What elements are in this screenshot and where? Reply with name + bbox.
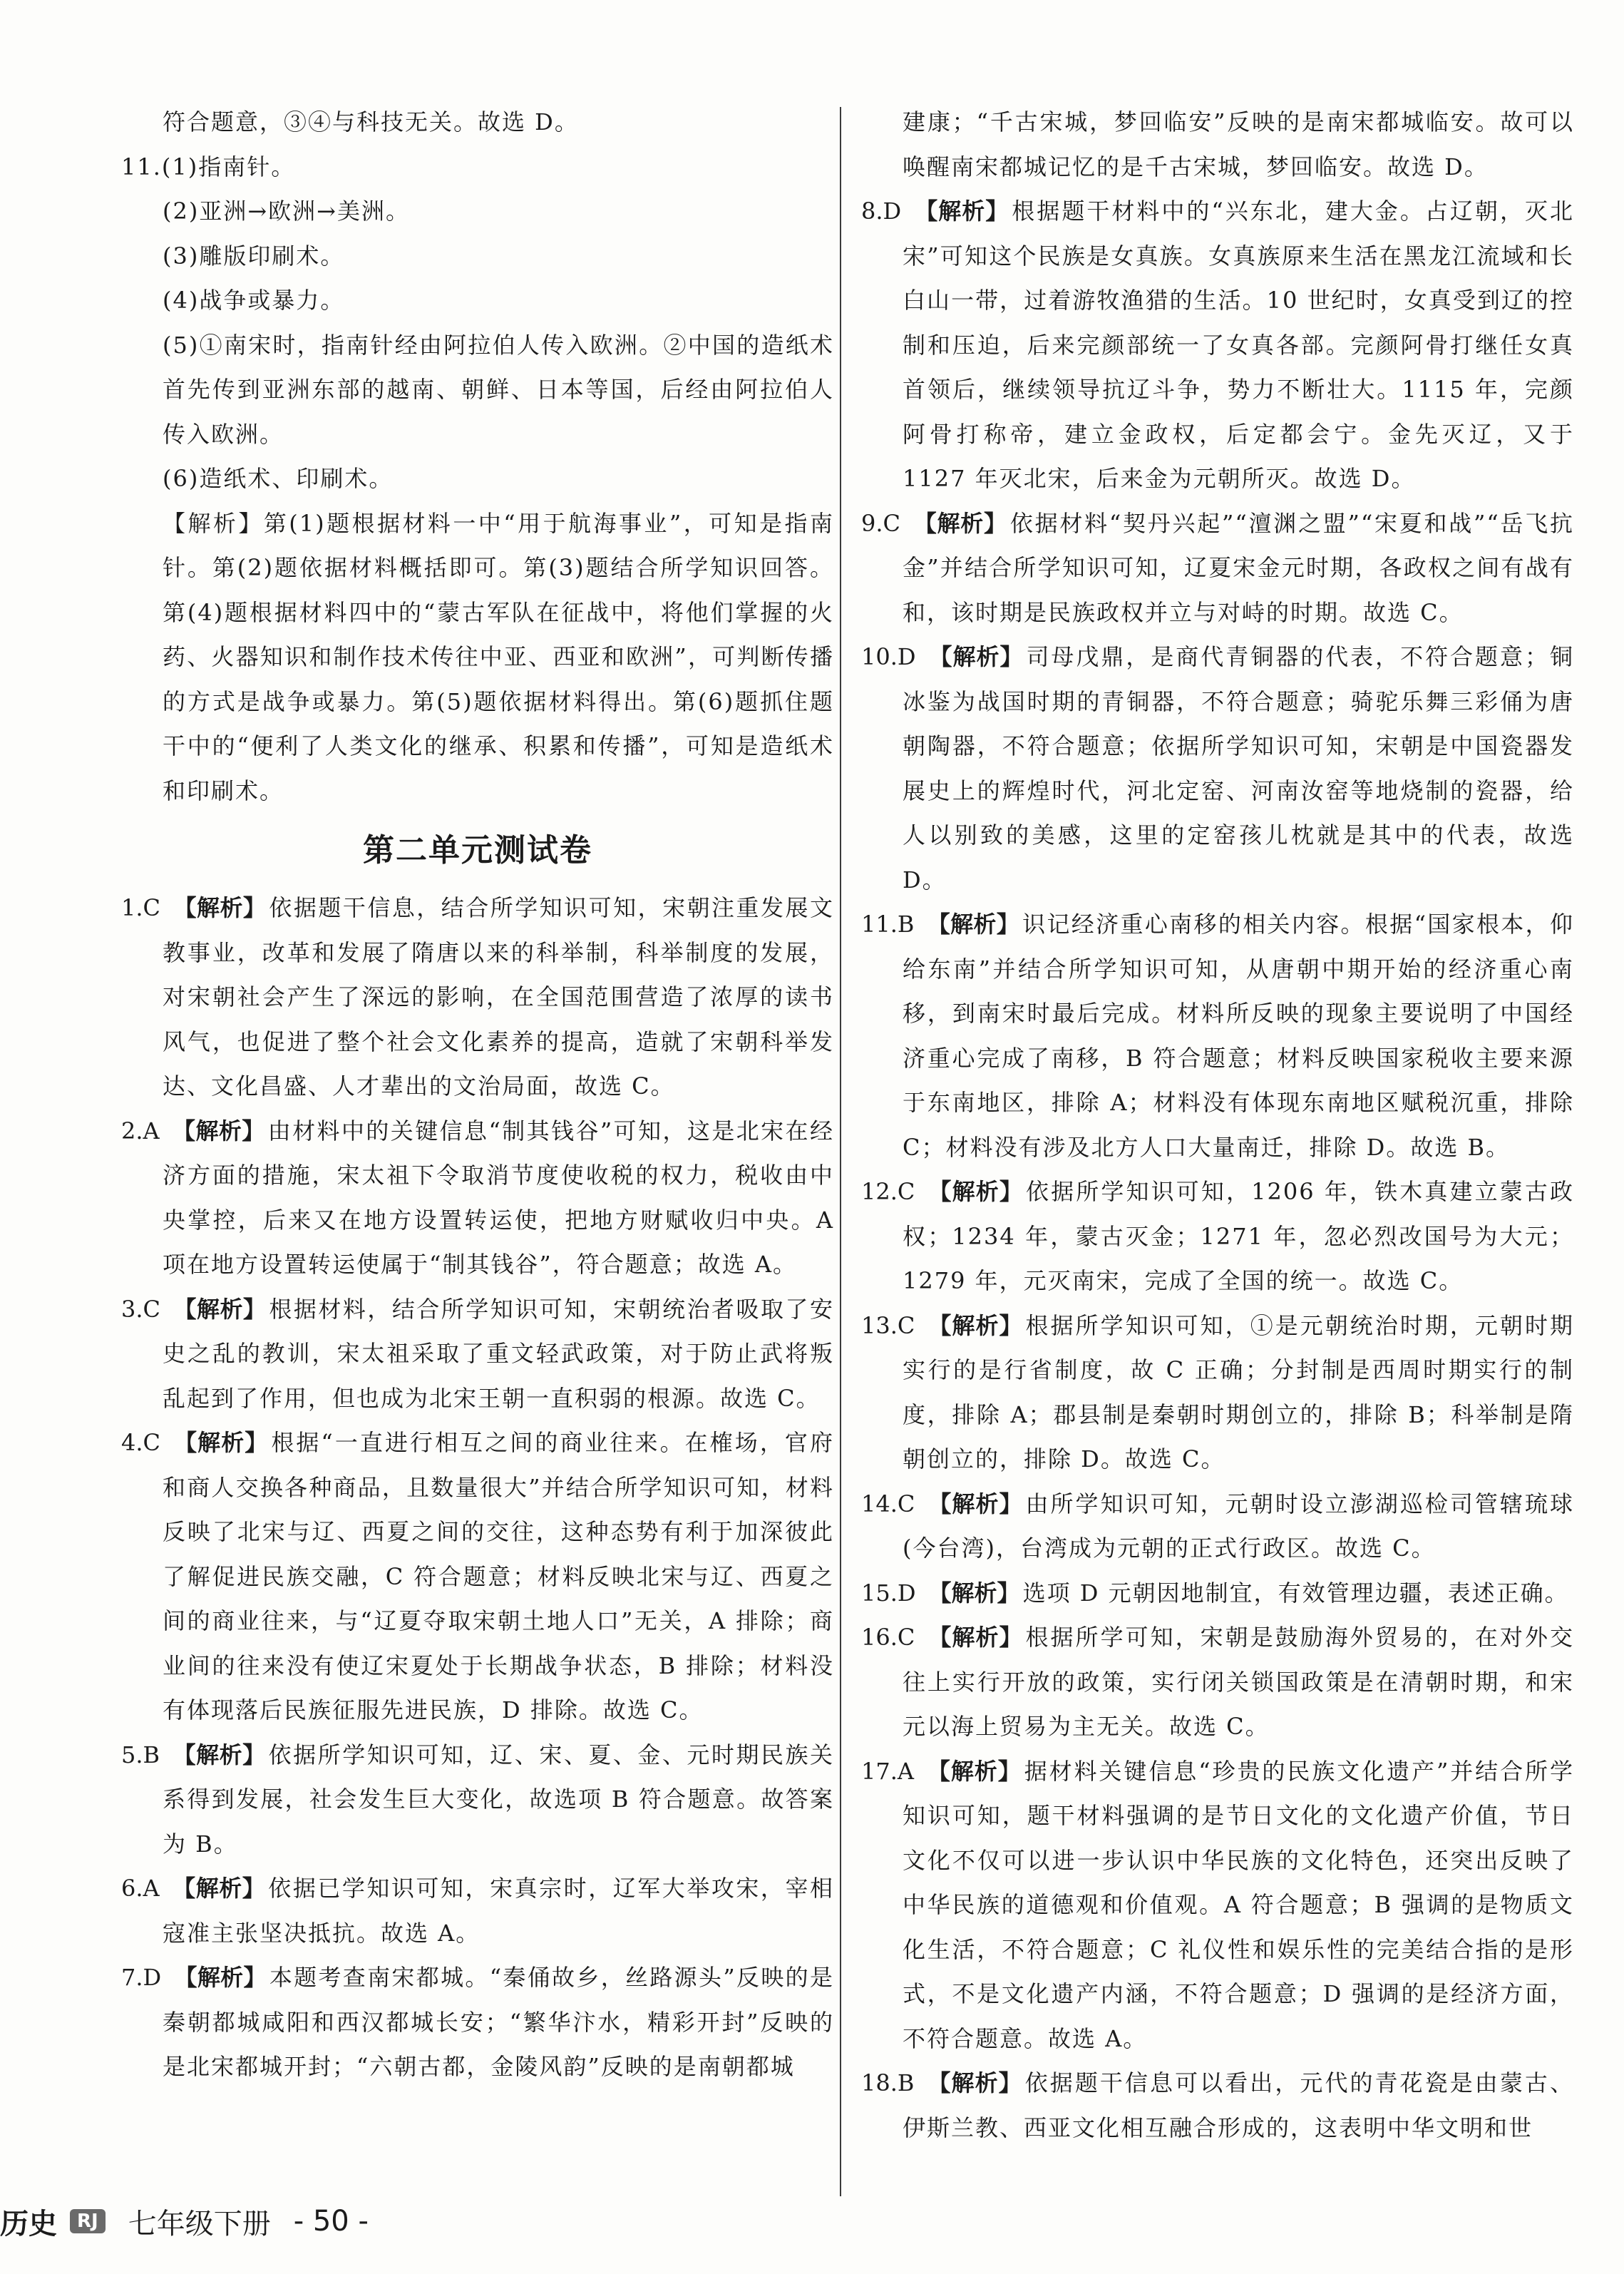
text-line: (6)造纸术、印刷术。 xyxy=(163,465,394,492)
analysis-tag: 【解析】 xyxy=(172,1117,265,1144)
answer-explanation: 司母戊鼎，是商代青铜器的代表，不符合题意；铜冰鉴为战国时期的青铜器，不符合题意；骑驼乐舞三彩俑为唐朝陶器，不符合题意；依据所学知识可知，宋朝是中国瓷器发展史上的辉煌时代，河北定窑、河南汝窑等地烧制的瓷器，给人以别致的美感，这里的定窑孩儿枕就是其中的代表，故选 D。 xyxy=(903,643,1574,893)
page-number: - 50 - xyxy=(293,2205,369,2238)
answer-explanation: 本题考查南宋都城。“秦俑故乡，丝路源头”反映的是秦朝都城咸阳和西汉都城长安；“繁华汴水，精彩开封”反映的是北宋都城开封；“六朝古都，金陵风韵”反映的是南朝都城 xyxy=(163,1964,834,2080)
answer-number: 11.B xyxy=(861,911,915,938)
left-column xyxy=(121,100,834,2089)
answer-number: 15.D xyxy=(861,1579,916,1607)
answer-explanation: 根据所学知识可知，①是元朝统治时期，元朝时期实行的是行省制度，故 C 正确；分封制是西周时期实行的制度，排除 A；郡县制是秦朝时期创立的，排除 B；科举制是隋朝创立的，排除 D。故选 C。 xyxy=(903,1311,1574,1473)
text-line: (5)①南宋时，指南针经由阿拉伯人传入欧洲。②中国的造纸术首先传到亚洲东部的越南、朝鲜、日本等国，后经由阿拉伯人传入欧洲。 xyxy=(163,331,834,448)
analysis-tag: 【解析】 xyxy=(913,509,1007,537)
text-line: 11.(1)指南针。 xyxy=(121,153,296,180)
answer-item xyxy=(861,1304,1574,1482)
answer-item xyxy=(861,1749,1574,2062)
section-title: 第二单元测试卷 xyxy=(363,832,592,869)
answer-number: 10.D xyxy=(861,643,916,670)
answer-explanation: 根据材料，结合所学知识可知，宋朝统治者吸取了安史之乱的教训，宋太祖采取了重文轻武政策，对于防止武将叛乱起到了作用，但也成为北宋王朝一直积弱的根源。故选 C。 xyxy=(163,1295,834,1412)
analysis-tag: 【解析】 xyxy=(173,1295,267,1323)
footer-subject: 历史 xyxy=(0,2207,57,2240)
analysis-tag: 【解析】 xyxy=(927,911,1020,938)
text-line: (3)雕版印刷术。 xyxy=(163,242,345,270)
answer-number: 13.C xyxy=(861,1311,915,1339)
answer-item xyxy=(121,1733,834,1867)
answer-number: 1.C xyxy=(121,894,161,921)
answer-explanation: 根据“一直进行相互之间的商业往来。在榷场，官府和商人交换各种商品，且数量很大”并结合所学知识可知，材料反映了北宋与辽、西夏之间的交往，这种态势有利于加深彼此了解促进民族交融，C 符合题意；材料反映北宋与辽、西夏之间的商业往来，与“辽夏夺取宋朝土地人口”无关，A 排除；商业间的往来没有使辽宋夏处于长期战争状态，B 排除；材料没有体现落后民族征服先进民族，D 排除。故选 C。 xyxy=(163,1429,834,1724)
answer-number: 5.B xyxy=(121,1741,160,1768)
analysis-tag: 【解析】 xyxy=(927,1178,1023,1205)
left-answer-list xyxy=(121,886,834,2089)
answer-item xyxy=(121,1287,834,1421)
answer-number: 14.C xyxy=(861,1490,915,1517)
left-column-continued-text xyxy=(121,100,834,813)
answer-explanation: 由所学知识可知，元朝时设立澎湖巡检司管辖琉球(今台湾)，台湾成为元朝的正式行政区。故选 C。 xyxy=(903,1490,1574,1562)
analysis-tag: 【解析】 xyxy=(927,2069,1022,2096)
answer-explanation: 依据所学知识可知，辽、宋、夏、金、元时期民族关系得到发展，社会发生巨大变化，故选项 B 符合题意。故答案为 B。 xyxy=(163,1741,834,1858)
text-line: 【解析】第(1)题根据材料一中“用于航海事业”，可知是指南针。第(2)题依据材料概括即可。第(3)题结合所学知识回答。第(4)题根据材料四中的“蒙古军队在征战中，将他们掌握的火药、火器知识和制作技术传往中亚、西亚和欧洲”，可判断传播的方式是战争或暴力。第(5)题依据材料得出。第(6)题抓住题干中的“便利了人类文化的继承、积累和传播”，可知是造纸术和印刷术。 xyxy=(163,509,834,804)
answer-explanation: 由材料中的关键信息“制其钱谷”可知，这是北宋在经济方面的措施，宋太祖下令取消节度使收税的权力，税收由中央掌控，后来又在地方设置转运使，把地方财赋收归中央。A 项在地方设置转运使属于“制其钱谷”，符合题意；故选 A。 xyxy=(163,1117,834,1278)
answer-explanation: 依据所学知识可知，1206 年，铁木真建立蒙古政权；1234 年，蒙古灭金；1271 年，忽必烈改国号为大元；1279 年，元灭南宋，完成了全国的统一。故选 C。 xyxy=(903,1178,1574,1294)
answer-item xyxy=(861,189,1574,501)
answer-number: 6.A xyxy=(121,1875,160,1902)
text-line: (2)亚洲→欧洲→美洲。 xyxy=(163,198,410,225)
analysis-tag: 【解析】 xyxy=(174,1964,267,1991)
footer-grade: 七年级下册 xyxy=(128,2207,271,2240)
analysis-tag: 【解析】 xyxy=(173,894,267,921)
answer-item xyxy=(121,1420,834,1733)
answer-number: 16.C xyxy=(861,1624,915,1651)
analysis-tag: 【解析】 xyxy=(173,1741,266,1768)
answer-item xyxy=(121,886,834,1109)
answer-item xyxy=(861,501,1574,635)
answer-item xyxy=(121,1866,834,1955)
answer-number: 17.A xyxy=(861,1757,914,1785)
answer-item xyxy=(861,635,1574,902)
answer-number: 12.C xyxy=(861,1178,915,1205)
answer-item xyxy=(861,1482,1574,1571)
page-footer xyxy=(0,2196,570,2246)
answer-number: 4.C xyxy=(121,1429,161,1456)
column-divider xyxy=(840,107,841,2196)
answer-explanation: 据材料关键信息“珍贵的民族文化遗产”并结合所学知识可知，题干材料强调的是节日文化的文化遗产价值，节日文化不仅可以进一步认识中华民族的文化特色，还突出反映了中华民族的道德观和价值观。A 符合题意；B 强调的是物质文化生活，不符合题意；C 礼仪性和娱乐性的完美结合指的是形式，不是文化遗产内涵，不符合题意；D 强调的是经济方面，不符合题意。故选 A。 xyxy=(903,1757,1574,2052)
analysis-tag: 【解析】 xyxy=(928,1579,1020,1607)
analysis-tag: 【解析】 xyxy=(927,1624,1023,1651)
answer-explanation: 依据已学知识可知，宋真宗时，辽军大举攻宋，宰相寇准主张坚决抵抗。故选 A。 xyxy=(163,1875,834,1947)
right-answer-list xyxy=(861,189,1574,2150)
right-column xyxy=(861,100,1574,2150)
analysis-tag: 【解析】 xyxy=(927,1757,1022,1785)
analysis-tag: 【解析】 xyxy=(172,1875,266,1902)
right-column-continued-text xyxy=(861,100,1574,189)
edition-badge: RJ xyxy=(70,2209,106,2233)
answer-item xyxy=(861,1571,1574,1616)
answer-explanation: 根据所学可知，宋朝是鼓励海外贸易的，在对外交往上实行开放的政策，实行闭关锁国政策是在清朝时期，和宋元以海上贸易为主无关。故选 C。 xyxy=(903,1624,1574,1740)
analysis-tag: 【解析】 xyxy=(927,1490,1023,1517)
analysis-tag: 【解析】 xyxy=(928,643,1024,670)
answer-item xyxy=(861,2061,1574,2150)
analysis-tag: 【解析】 xyxy=(914,198,1009,225)
analysis-tag: 【解析】 xyxy=(173,1429,269,1456)
answer-item xyxy=(861,1615,1574,1749)
answer-number: 3.C xyxy=(121,1295,161,1323)
answer-item xyxy=(861,902,1574,1169)
answer-explanation: 依据题干信息，结合所学知识可知，宋朝注重发展文教事业，改革和发展了隋唐以来的科举制，科举制度的发展，对宋朝社会产生了深远的影响，在全国范围营造了浓厚的读书风气，也促进了整个社会文化素养的提高，造就了宋朝科举发达、文化昌盛、人才辈出的文治局面，故选 C。 xyxy=(163,894,834,1100)
text-line: (4)战争或暴力。 xyxy=(163,287,345,314)
text-line: 建康；“千古宋城，梦回临安”反映的是南宋都城临安。故可以唤醒南宋都城记忆的是千古宋城，梦回临安。故选 D。 xyxy=(903,108,1574,180)
text-line: 符合题意，③④与科技无关。故选 D。 xyxy=(163,108,579,135)
answer-item xyxy=(121,1109,834,1287)
answer-number: 2.A xyxy=(121,1117,160,1144)
answer-explanation: 选项 D 元朝因地制宜，有效管理边疆，表述正确。 xyxy=(1022,1579,1569,1607)
answer-number: 9.C xyxy=(861,509,901,537)
answer-explanation: 根据题干材料中的“兴东北，建大金。占辽朝，灭北宋”可知这个民族是女真族。女真族原来生活在黑龙江流域和长白山一带，过着游牧渔猎的生活。10 世纪时，女真受到辽的控制和压迫，后来完颜部统一了女真各部。完颜阿骨打继任女真首领后，继续领导抗辽斗争，势力不断壮大。1115 年，完颜阿骨打称帝，建立金政权，后定都会宁。金先灭辽，又于 1127 年灭北宋，后来金为元朝所灭。故选 D。 xyxy=(903,198,1574,492)
analysis-tag: 【解析】 xyxy=(927,1311,1023,1339)
answer-explanation: 依据材料“契丹兴起”“澶渊之盟”“宋夏和战”“岳飞抗金”并结合所学知识可知，辽夏宋金元时期，各政权之间有战有和，该时期是民族政权并立与对峙的时期。故选 C。 xyxy=(903,509,1574,626)
answer-item xyxy=(121,1955,834,2089)
answer-explanation: 依据题干信息可以看出，元代的青花瓷是由蒙古、伊斯兰教、西亚文化相互融合形成的，这表明中华文明和世 xyxy=(903,2069,1574,2141)
answer-number: 8.D xyxy=(861,198,902,225)
answer-explanation: 识记经济重心南移的相关内容。根据“国家根本，仰给东南”并结合所学知识可知，从唐朝中期开始的经济重心南移，到南宋时最后完成。材料所反映的现象主要说明了中国经济重心完成了南移，B 符合题意；材料反映国家税收主要来源于东南地区，排除 A；材料没有体现东南地区赋税沉重，排除 C；材料没有涉及北方人口大量南迁，排除 D。故选 B。 xyxy=(903,911,1574,1161)
answer-number: 7.D xyxy=(121,1964,162,1991)
answer-item xyxy=(861,1169,1574,1304)
answer-number: 18.B xyxy=(861,2069,915,2096)
